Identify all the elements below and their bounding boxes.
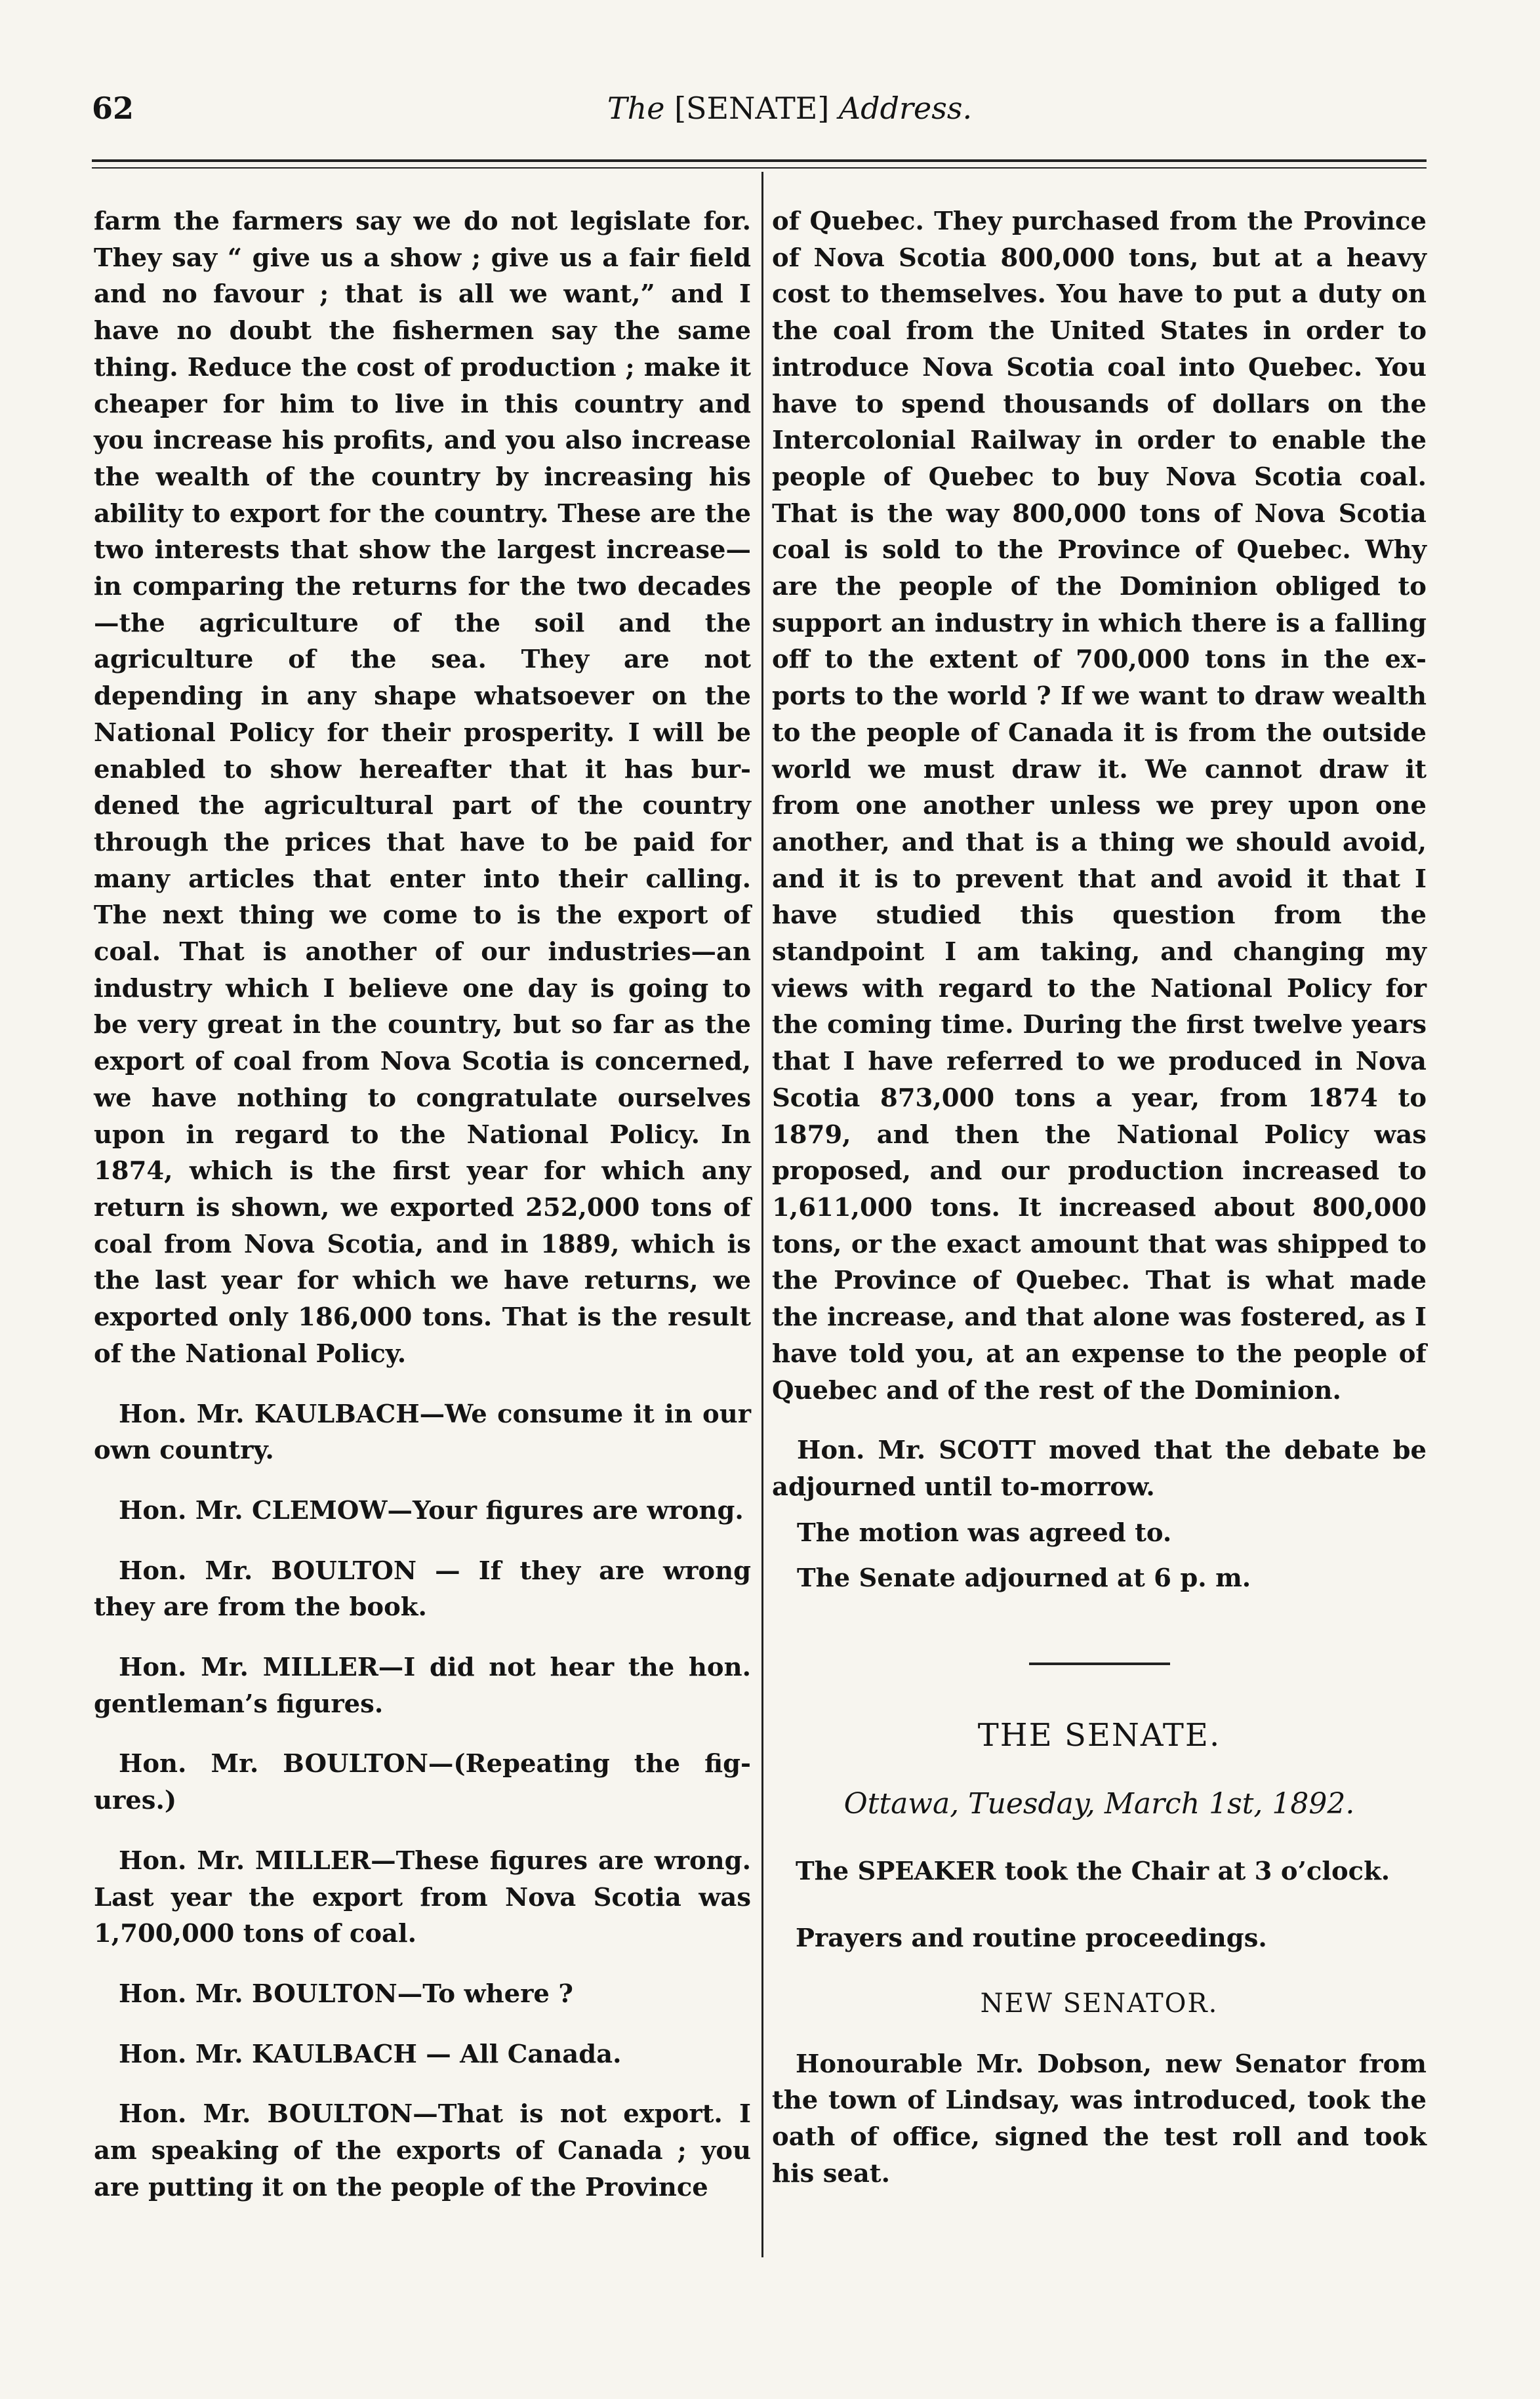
motion-adjourn: Hon. Mr. SCOTT moved that the debate be adjourned until to-morrow. xyxy=(772,1436,1427,1502)
running-head-title: [SENATE] xyxy=(674,91,830,126)
speech-kaulbach: Hon. Mr. KAULBACH—We consume it in our own country. xyxy=(94,1399,751,1466)
speech-miller-wrong: Hon. Mr. MILLER—These figures are wrong. Last year the export from Nova Scotia was 1,700,000 tons of coal. xyxy=(94,1845,751,1949)
section-heading: THE SENATE. xyxy=(977,1717,1221,1754)
speech-miller: Hon. Mr. MILLER—I did not hear the hon. gentleman’s figures. xyxy=(94,1653,751,1719)
dateline: Ottawa, Tuesday, March 1st, 1892. xyxy=(843,1786,1355,1821)
left-column xyxy=(94,203,751,2206)
senate-adjourned: The Senate adjourned at 6 p. m. xyxy=(797,1563,1251,1594)
body-paragraph: farm the farmers say we do not legislate for. They say “ give us a show ; give us a fair field and no favour ; that is all we want,” and I have no doubt the fishermen say the same thing. Reduce the cost of production ; make it cheaper for him to live in this country and you increase his profits, and you also increase the wealth of the country by increasing his ability to export for the country. These are the two interests that show the largest increase—in comparing the returns for the two decades—the agriculture of the soil and the agriculture of the sea. They are not depending in any shape whatsoever on the National Policy for their prosperity. I will be enabled to show hereafter that it has burdened the agricultural part of the country through the prices that have to be paid for many articles that enter into their calling. The next thing we come to is the export of coal. That is another of our industries—an industry which I believe one day is going to be very great in the country, but so far as the export of coal from Nova Scotia is concerned, we have nothing to congratulate ourselves upon in regard to the National Policy. In 1874, which is the first year for which any return is shown, we exported 252,000 tons of coal from Nova Scotia, and in 1889, which is the last year for which we have returns, we exported only 186,000 tons. That is the result of the National Policy. xyxy=(94,207,751,1369)
column-divider xyxy=(761,172,763,2257)
speech-boulton-where: Hon. Mr. BOULTON—To where ? xyxy=(119,1979,573,2009)
speech-clemow: Hon. Mr. CLEMOW—Your figures are wrong. xyxy=(119,1495,744,1525)
right-column xyxy=(772,203,1427,2192)
header-rule xyxy=(92,159,1427,162)
speech-boulton-export: Hon. Mr. BOULTON—That is not export. I am speaking of the exports of Canada ; you are putting it on the people of the Province xyxy=(94,2099,751,2202)
header-rule-thin xyxy=(92,167,1427,169)
subsection-heading: NEW SENATOR. xyxy=(980,1988,1219,2019)
new-senator-paragraph: Honourable Mr. Dobson, new Senator from the town of Lindsay, was introduced, took the oath of office, signed the test roll and took his seat. xyxy=(772,2049,1427,2188)
speaker-line: The SPEAKER took the Chair at 3 o’clock. xyxy=(796,1857,1390,1887)
running-head-suffix: Address. xyxy=(838,91,973,126)
speech-boulton: Hon. Mr. BOULTON — If they are wrong they are from the book. xyxy=(94,1556,751,1623)
section-divider xyxy=(1029,1663,1170,1665)
motion-agreed: The motion was agreed to. xyxy=(797,1518,1172,1548)
speech-boulton-repeat: Hon. Mr. BOULTON—(Repeating the figures.) xyxy=(94,1749,751,1816)
running-head-prefix: The xyxy=(607,91,665,126)
running-head xyxy=(0,91,1540,126)
body-paragraph-continued: of Quebec. They purchased from the Province of Nova Scotia 800,000 tons, but at a heavy cost to themselves. You have to put a duty on the coal from the United States in order to introduce Nova Scotia coal into Quebec. You have to spend thousands of dollars on the Intercolonial Railway in order to enable the people of Quebec to buy Nova Scotia coal. That is the way 800,000 tons of Nova Scotia coal is sold to the Province of Quebec. Why are the people of the Dominion obliged to support an industry in which there is a falling off to the extent of 700,000 tons in the exports to the world ? If we want to draw wealth to the people of Canada it is from the outside world we must draw it. We cannot draw it from one another unless we prey upon one another, and that is a thing we should avoid, and it is to prevent that and avoid it that I have studied this question from the standpoint I am taking, and changing my views with regard to the National Policy for the coming time. During the first twelve years that I have referred to we produced in Nova Scotia 873,000 tons a year, from 1874 to 1879, and then the National Policy was proposed, and our production increased to 1,611,000 tons. It increased about 800,000 tons, or the exact amount that was shipped to the Province of Quebec. That is what made the increase, and that alone was fostered, as I have told you, at an expense to the people of Quebec and of the rest of the Dominion. xyxy=(772,207,1427,1405)
prayers-line: Prayers and routine proceedings. xyxy=(796,1924,1267,1954)
speech-kaulbach-all: Hon. Mr. KAULBACH — All Canada. xyxy=(119,2039,622,2069)
page-number: 62 xyxy=(92,91,134,126)
